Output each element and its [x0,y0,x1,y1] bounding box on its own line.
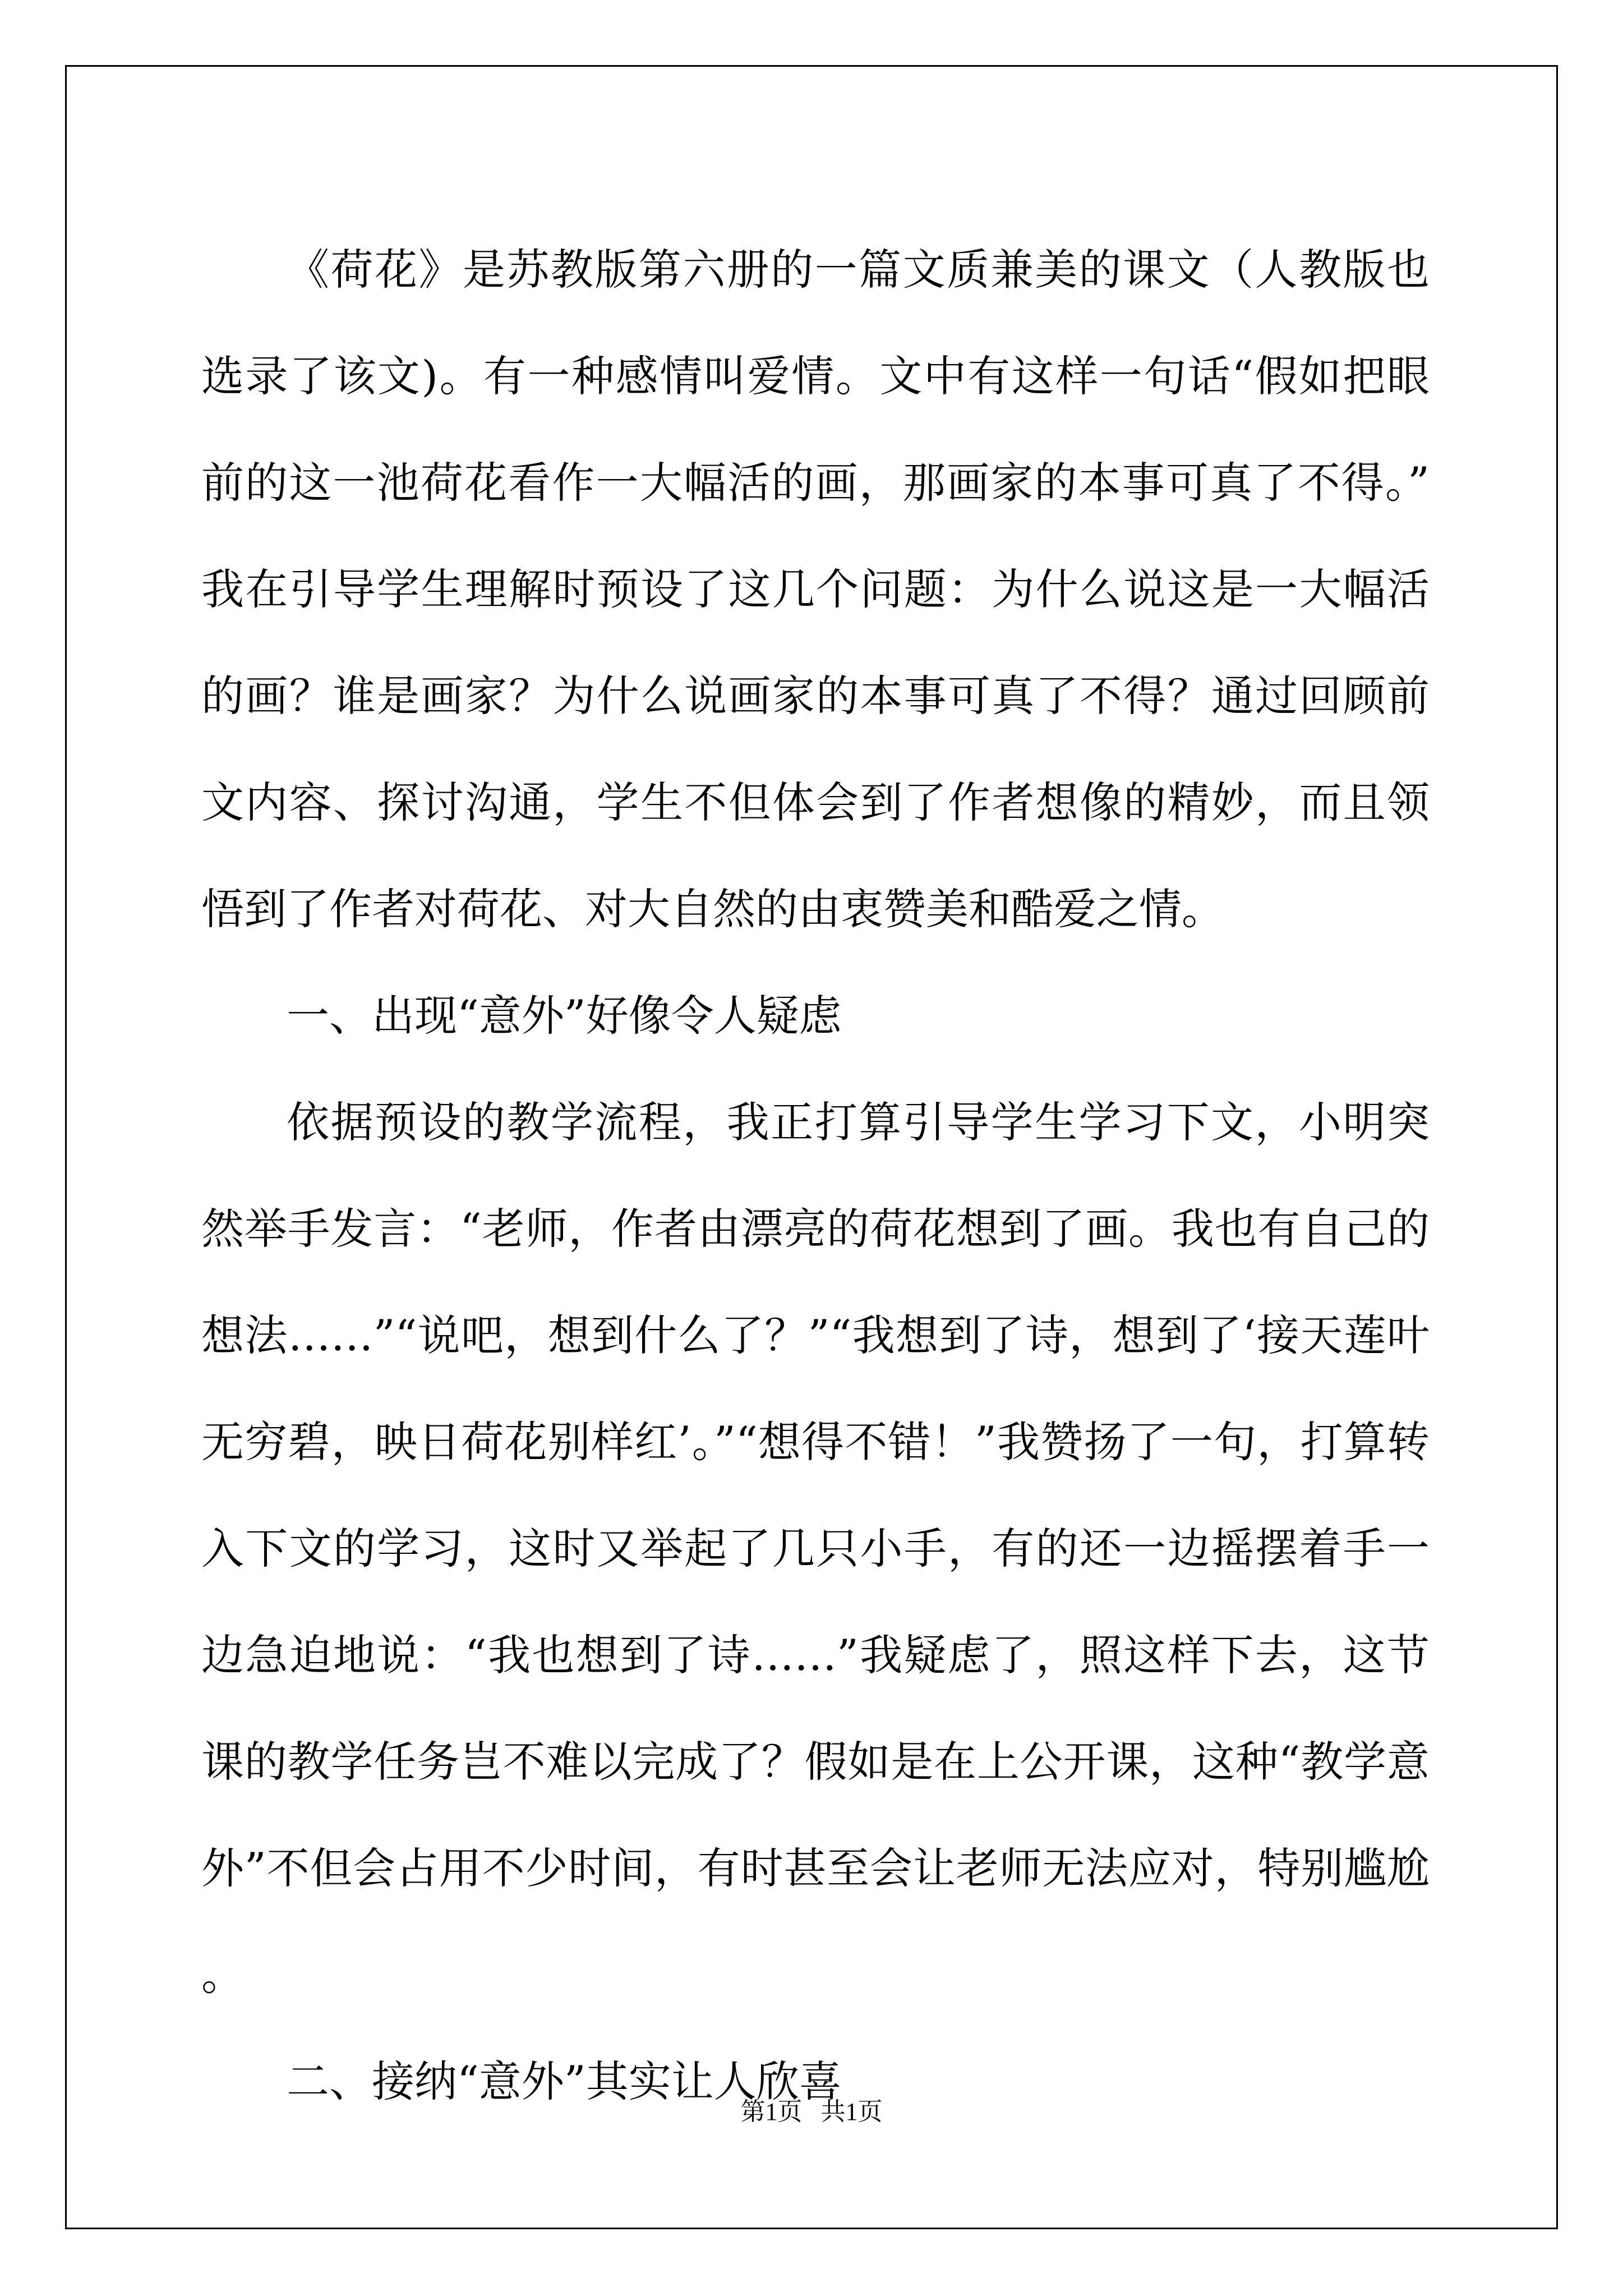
section-heading-1: 一、出现“意外”好像令人疑虑 [287,991,842,1041]
section-heading-2: 二、接纳“意外”其实让人欣喜 [287,2056,842,2106]
page-number-footer: 第1页 共1页 [740,2098,883,2125]
paragraph-section-1: 依据预设的教学流程，我正打算引导学生学习下文，小明突然举手发言：“老师，作者由漂亮的荷花想到了画。我也有自己的想法……”“说吧，想到什么了？”“我想到了诗，想到了‘接天莲叶无穷碧，映日荷花别样红’。”“想得不错！”我赞扬了一句，打算转入下文的学习，这时又举起了几只小手，有的还一边摇摆着手一边急迫地说：“我也想到了诗……”我疑虑了，照这样下去，这节课的教学任务岂不难以完成了？假如是在上公开课，这种“教学意外”不但会占用不少时间，有时甚至会让老师无法应对，特别尴尬。 [201,1097,1430,2000]
document-body [201,217,1430,2135]
paragraph-intro: 《荷花》是苏教版第六册的一篇文质兼美的课文（人教版也选录了该文)。有一种感情叫爱情。文中有这样一句话“假如把眼前的这一池荷花看作一大幅活的画，那画家的本事可真了不得。”我在引导学生理解时预设了这几个问题：为什么说这是一大幅活的画？谁是画家？为什么说画家的本事可真了不得？通过回顾前文内容、探讨沟通，学生不但体会到了作者想像的精妙，而且领悟到了作者对荷花、对大自然的由衷赞美和酷爱之情。 [201,245,1430,934]
